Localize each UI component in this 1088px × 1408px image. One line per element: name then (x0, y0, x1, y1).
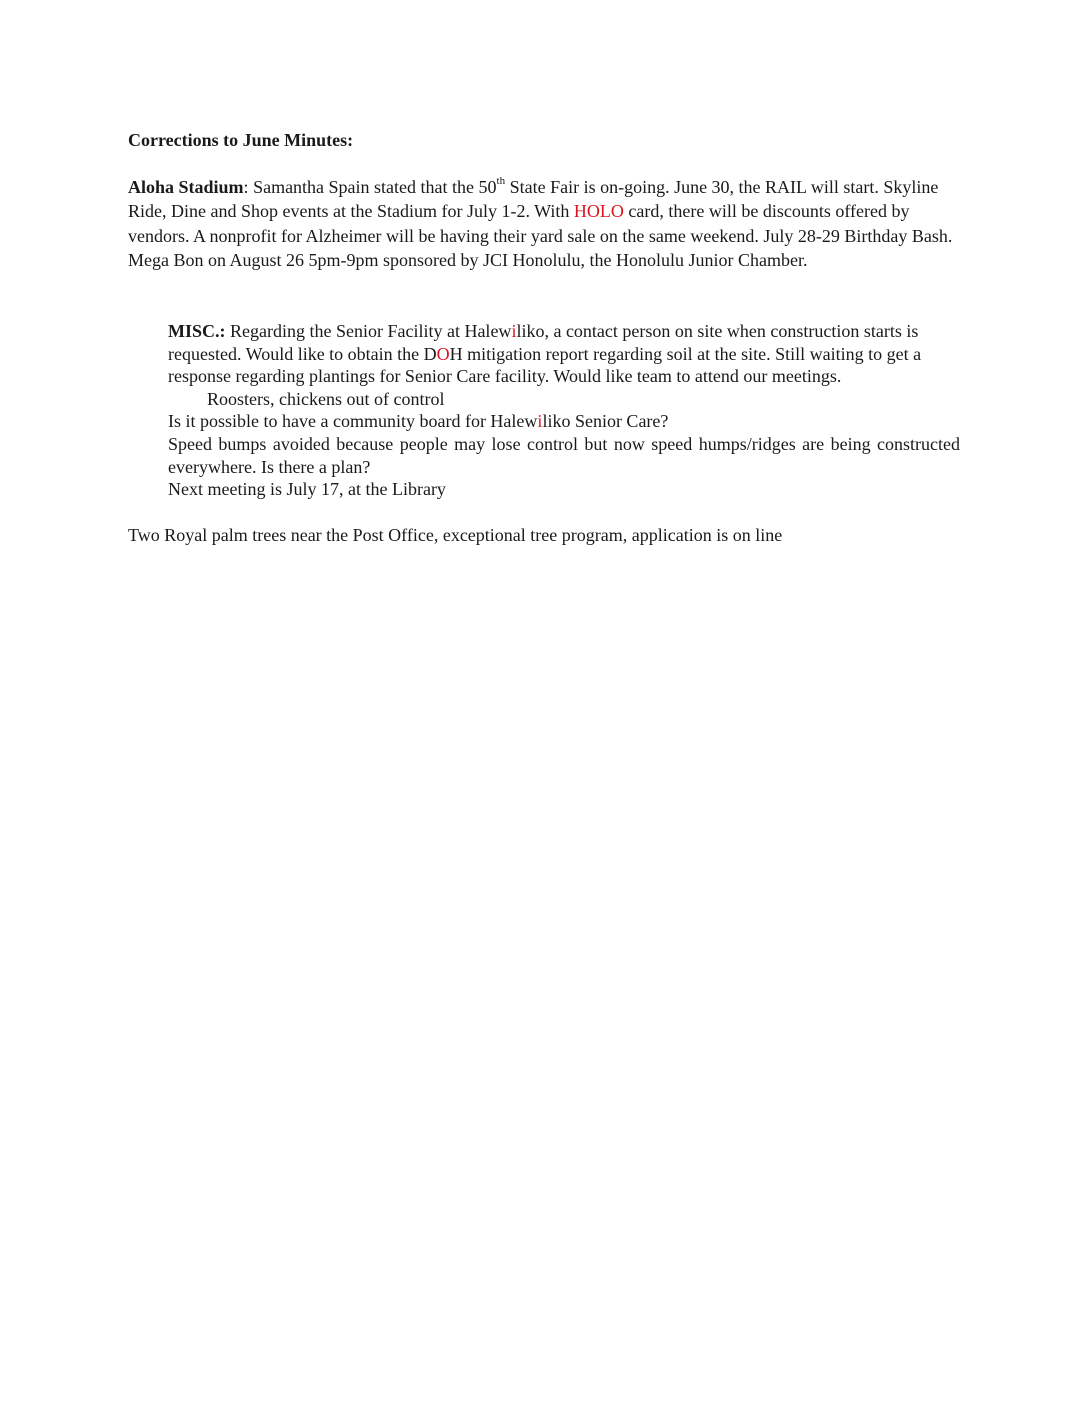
misc-text-3b: liko Senior Care? (542, 411, 669, 432)
misc-text-3a: Is it possible to have a community board for Halew (168, 411, 538, 432)
misc-text-1a: Regarding the Senior Facility at Halew (225, 321, 512, 341)
misc-text-1c: H mitigation report regarding soil at the site. Still waiting to get a response regarding plantings for Senior Care facility. Would like team to attend our meetings. (168, 343, 922, 387)
misc-highlight-i: i (511, 321, 517, 341)
misc-highlight-i-2: i (537, 411, 543, 432)
misc-community-board-line (168, 410, 960, 433)
aloha-text-3: card, there will be discounts offered by vendors. A nonprofit for Alzheimer will be having their yard sale on the same weekend. July 28-29 Birthday Bash. Mega Bon on August 26 5pm-9pm sponsored by JCI Honolulu, the Honolulu Junior Chamber. (128, 201, 953, 271)
misc-label: MISC.: (168, 321, 226, 341)
misc-paragraph-1 (168, 320, 960, 388)
misc-roosters-line: Roosters, chickens out of control (207, 388, 445, 409)
aloha-colon: : (243, 177, 249, 197)
misc-highlight-o: O (436, 343, 450, 364)
aloha-stadium-paragraph (128, 175, 964, 273)
holo-highlight: HOLO (573, 201, 624, 222)
ordinal-suffix: th (496, 175, 506, 187)
palm-trees-line: Two Royal palm trees near the Post Office, exceptional tree program, application is on line (128, 525, 783, 545)
misc-next-meeting-line: Next meeting is July 17, at the Library (168, 479, 446, 500)
misc-speed-bumps-paragraph: Speed bumps avoided because people may lose control but now speed humps/ridges are being constructed everywhere. Is there a plan? (168, 433, 960, 477)
aloha-text-1: Samantha Spain stated that the 50 (248, 177, 497, 197)
misc-text-1b: liko, a contact person on site when construction starts is requested. Would like to obtain the D (168, 321, 919, 364)
section-heading: Corrections to June Minutes: (128, 130, 354, 150)
aloha-text-2: State Fair is on-going. June 30, the RAIL will start. Skyline Ride, Dine and Shop events at the Stadium for July 1-2. With (128, 177, 939, 222)
aloha-stadium-label: Aloha Stadium (128, 177, 244, 197)
misc-section (168, 320, 960, 501)
